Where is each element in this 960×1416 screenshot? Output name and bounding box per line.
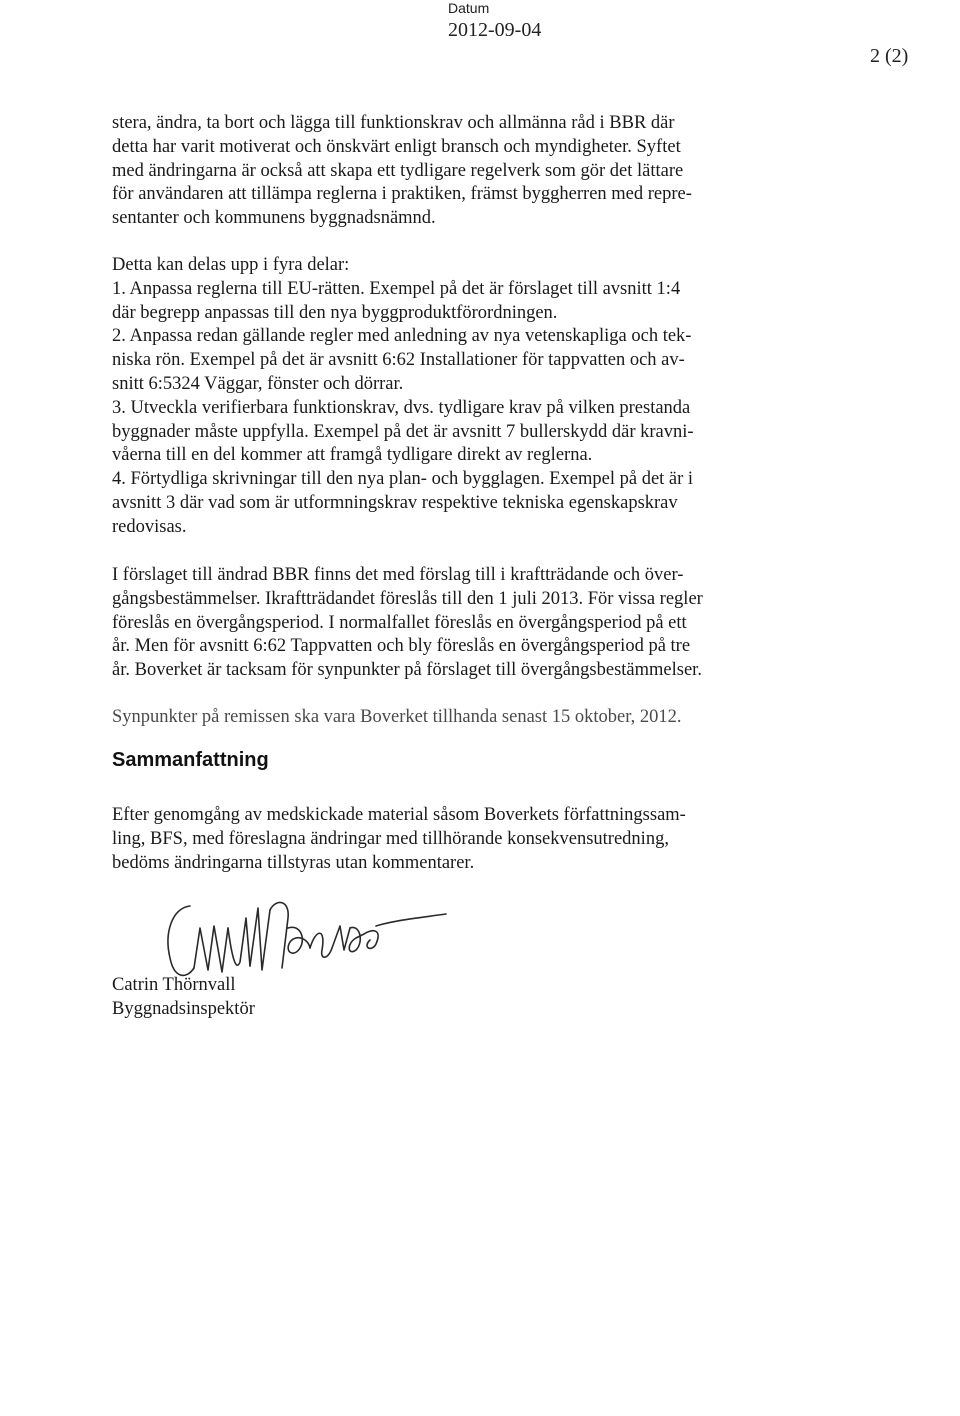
text-line: Synpunkter på remissen ska vara Boverket tillhanda senast 15 oktober, 2012. [112, 707, 682, 727]
text-line: stera, ändra, ta bort och lägga till funktionskrav och allmänna råd i BBR där [112, 113, 675, 133]
signer-title: Byggnadsinspektör [112, 999, 255, 1019]
list-item [112, 278, 772, 326]
text-line: gångsbestämmelser. Ikraftträdandet föreslås till den 1 juli 2013. För vissa regler [112, 588, 703, 609]
header-date: 2012-09-04 [448, 19, 542, 41]
text-line: 1. Anpassa reglerna till EU-rätten. Exempel på det är förslaget till avsnitt 1:4 [112, 278, 681, 299]
text-line: 2. Anpassa redan gällande regler med anledning av nya vetenskapliga och tek- [112, 326, 692, 347]
list-item [112, 468, 772, 539]
text-line: 3. Utveckla verifierbara funktionskrav, dvs. tydligare krav på vilken prestanda [112, 397, 691, 418]
text-line: föreslås en övergångsperiod. I normalfallet föreslås en övergångsperiod på ett [112, 612, 687, 633]
parts-list [112, 254, 772, 540]
list-item [112, 325, 772, 396]
summary-paragraph [112, 804, 772, 875]
paragraph-intro [112, 112, 772, 231]
text-line: byggnader måste uppfylla. Exempel på det är avsnitt 7 bullerskydd där kravni- [112, 421, 694, 442]
text-line: avsnitt 3 där vad som är utformningskrav respektive tekniska egenskapskrav [112, 492, 678, 513]
text-line: år. Men för avsnitt 6:62 Tappvatten och bly föreslås en övergångsperiod på tre [112, 636, 691, 657]
text-line: redovisas. [112, 516, 187, 537]
text-line: niska rön. Exempel på det är avsnitt 6:62 Installationer för tappvatten och av- [112, 350, 685, 371]
text-line: Efter genomgång av medskickade material såsom Boverkets författningssam- [112, 805, 686, 825]
text-line: 4. Förtydliga skrivningar till den nya plan- och bygglagen. Exempel på det är i [112, 469, 694, 490]
signer-block [112, 973, 255, 1021]
deadline-note [112, 706, 772, 730]
summary-heading: Sammanfattning [112, 749, 269, 771]
text-line: I förslaget till ändrad BBR finns det med förslag till i kraftträdande och över- [112, 565, 684, 585]
text-line: för användaren att tillämpa reglerna i praktiken, främst byggherren med repre- [112, 184, 692, 205]
header-date-label: Datum [448, 0, 490, 16]
text-line: bedöms ändringarna tillstyras utan kommentarer. [112, 852, 475, 873]
text-line: med ändringarna är också att skapa ett tydligare regelverk som gör det lättare [112, 160, 684, 181]
list-item [112, 397, 772, 468]
text-line: år. Boverket är tacksam för synpunkter på förslaget till övergångsbestämmelser. [112, 660, 702, 681]
text-line: sentanter och kommunens byggnadsnämnd. [112, 208, 436, 229]
text-line: våerna till en del kommer att framgå tydligare direkt av reglerna. [112, 445, 593, 466]
text-line: snitt 6:5324 Väggar, fönster och dörrar. [112, 373, 404, 394]
text-line: ling, BFS, med föreslagna ändringar med tillhörande konsekvensutredning, [112, 828, 669, 849]
signer-name: Catrin Thörnvall [112, 975, 236, 995]
paragraph-transition [112, 564, 772, 683]
page-number: 2 (2) [870, 45, 909, 67]
text-line: där begrepp anpassas till den nya byggproduktförordningen. [112, 302, 558, 323]
text-line: detta har varit motiverat och önskvärt enligt bransch och myndigheter. Syftet [112, 136, 681, 157]
list-intro: Detta kan delas upp i fyra delar: [112, 255, 350, 275]
